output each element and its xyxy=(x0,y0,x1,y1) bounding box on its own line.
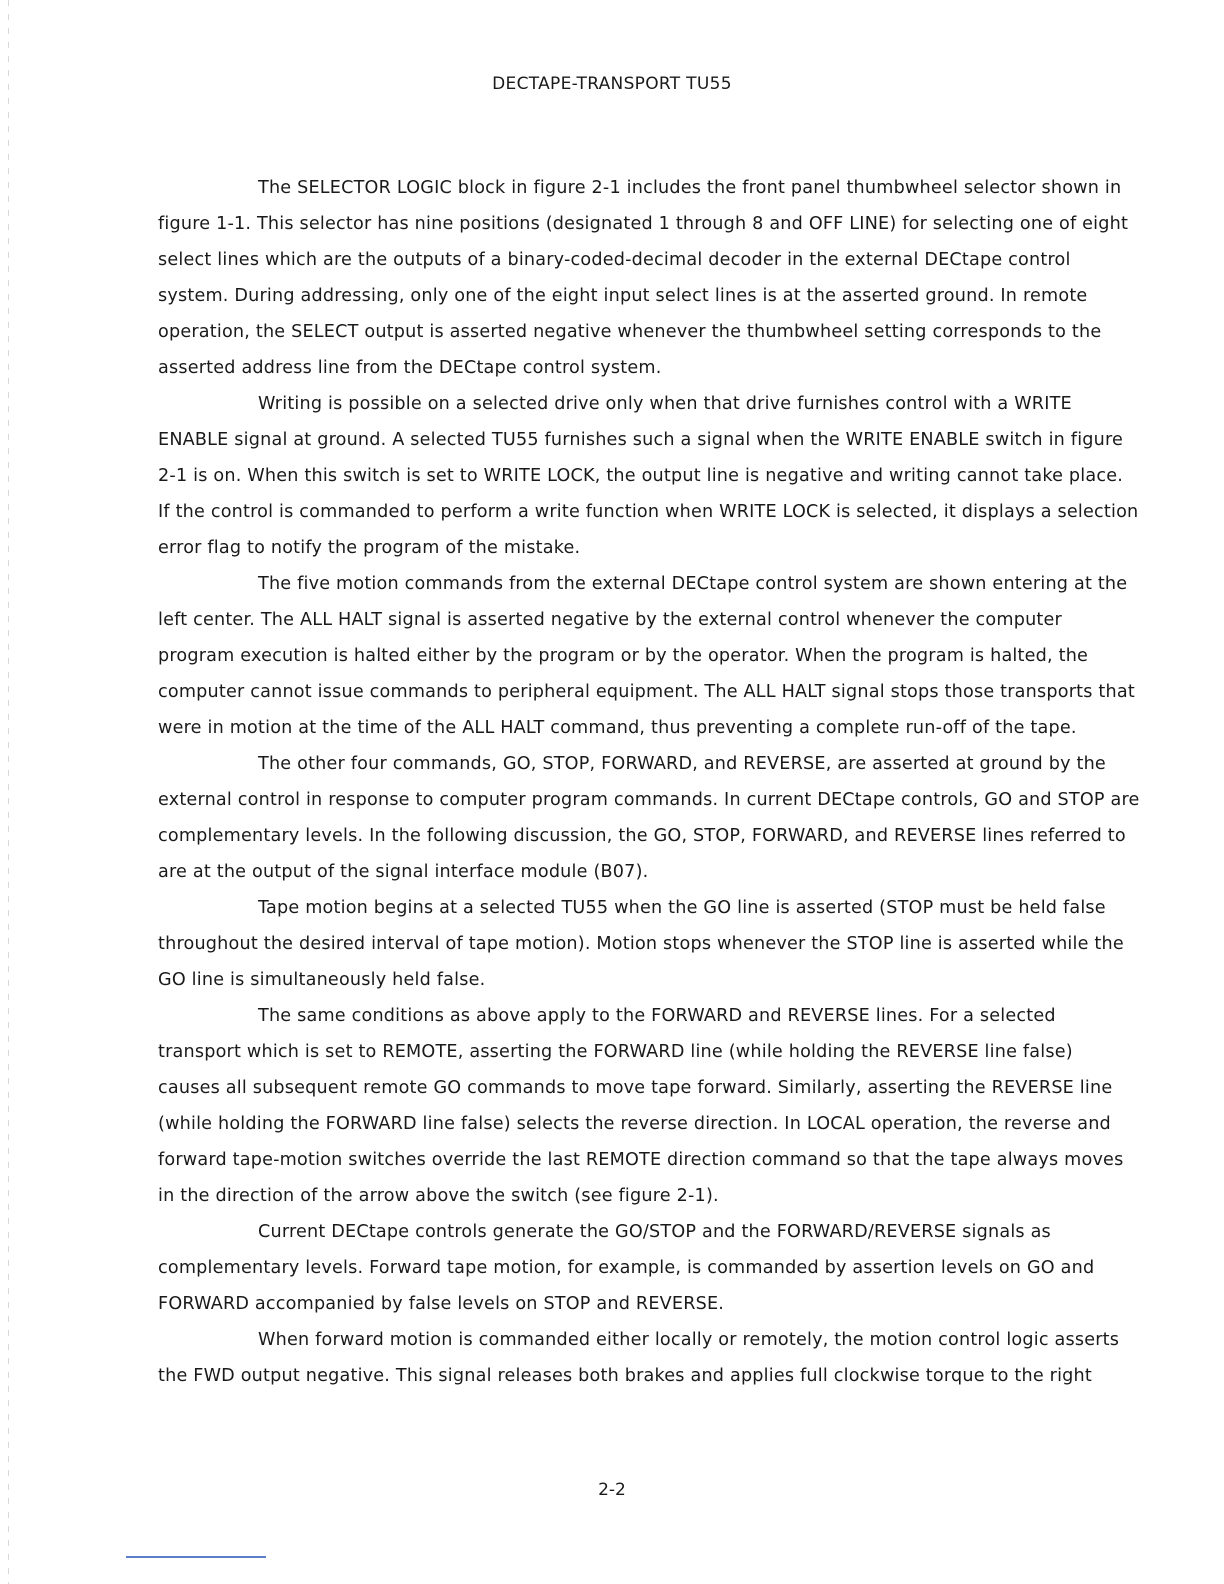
paragraph-write-enable: Writing is possible on a selected drive only when that drive furnishes control with a WRITE ENABLE signal at ground. A selected TU55 furnishes such a signal when the WRITE ENABLE switch in figure 2-1 is on. When this switch is set to WRITE LOCK, the output line is negative and writing cannot take place. If the control is commanded to perform a write function when WRITE LOCK is selected, it displays a selection error flag to notify the program of the mistake. xyxy=(158,394,1139,558)
paragraph-forward-motion: When forward motion is commanded either locally or remotely, the motion control logic asserts the FWD output negative. This signal releases both brakes and applies full clockwise torque to the right xyxy=(158,1330,1120,1386)
scan-edge-marks xyxy=(8,0,9,1584)
paragraph-other-commands: The other four commands, GO, STOP, FORWARD, and REVERSE, are asserted at ground by the external control in response to computer program commands. In current DECtape controls, GO and STOP are complementary levels. In the following discussion, the GO, STOP, FORWARD, and REVERSE lines referred to are at the output of the signal interface module (B07). xyxy=(158,754,1140,882)
paragraph-motion-commands: The five motion commands from the external DECtape control system are shown entering at the left center. The ALL HALT signal is asserted negative by the external control whenever the computer program execution is halted either by the program or by the operator. When the program is halted, the computer cannot issue commands to peripheral equipment. The ALL HALT signal stops those transports that were in motion at the time of the ALL HALT command, thus preventing a complete run-off of the tape. xyxy=(158,574,1135,738)
body-text xyxy=(158,170,1140,1394)
paragraph-selector-logic: The SELECTOR LOGIC block in figure 2-1 includes the front panel thumbwheel selector shown in figure 1-1. This selector has nine positions (designated 1 through 8 and OFF LINE) for selecting one of eight select lines which are the outputs of a binary-coded-decimal decoder in the external DECtape control system. During addressing, only one of the eight input select lines is at the asserted ground. In remote operation, the SELECT output is asserted negative whenever the thumbwheel setting corresponds to the asserted address line from the DECtape control system. xyxy=(158,178,1129,378)
paragraph-forward-reverse: The same conditions as above apply to the FORWARD and REVERSE lines. For a selected transport which is set to REMOTE, asserting the FORWARD line (while holding the REVERSE line false) causes all subsequent remote GO commands to move tape forward. Similarly, asserting the REVERSE line (while holding the FORWARD line false) selects the reverse direction. In LOCAL operation, the reverse and forward tape-motion switches override the last REMOTE direction command so that the tape always moves in the direction of the arrow above the switch (see figure 2-1). xyxy=(158,1006,1124,1206)
paragraph-complementary-levels: Current DECtape controls generate the GO/STOP and the FORWARD/REVERSE signals as complementary levels. Forward tape motion, for example, is commanded by assertion levels on GO and FORWARD accompanied by false levels on STOP and REVERSE. xyxy=(158,1222,1095,1314)
page-header: DECTAPE-TRANSPORT TU55 xyxy=(492,74,732,94)
paragraph-tape-motion: Tape motion begins at a selected TU55 when the GO line is asserted (STOP must be held false throughout the desired interval of tape motion). Motion stops whenever the STOP line is asserted while the GO line is simultaneously held false. xyxy=(158,898,1124,990)
scan-rule-line xyxy=(126,1556,266,1558)
page-number: 2-2 xyxy=(598,1480,626,1500)
